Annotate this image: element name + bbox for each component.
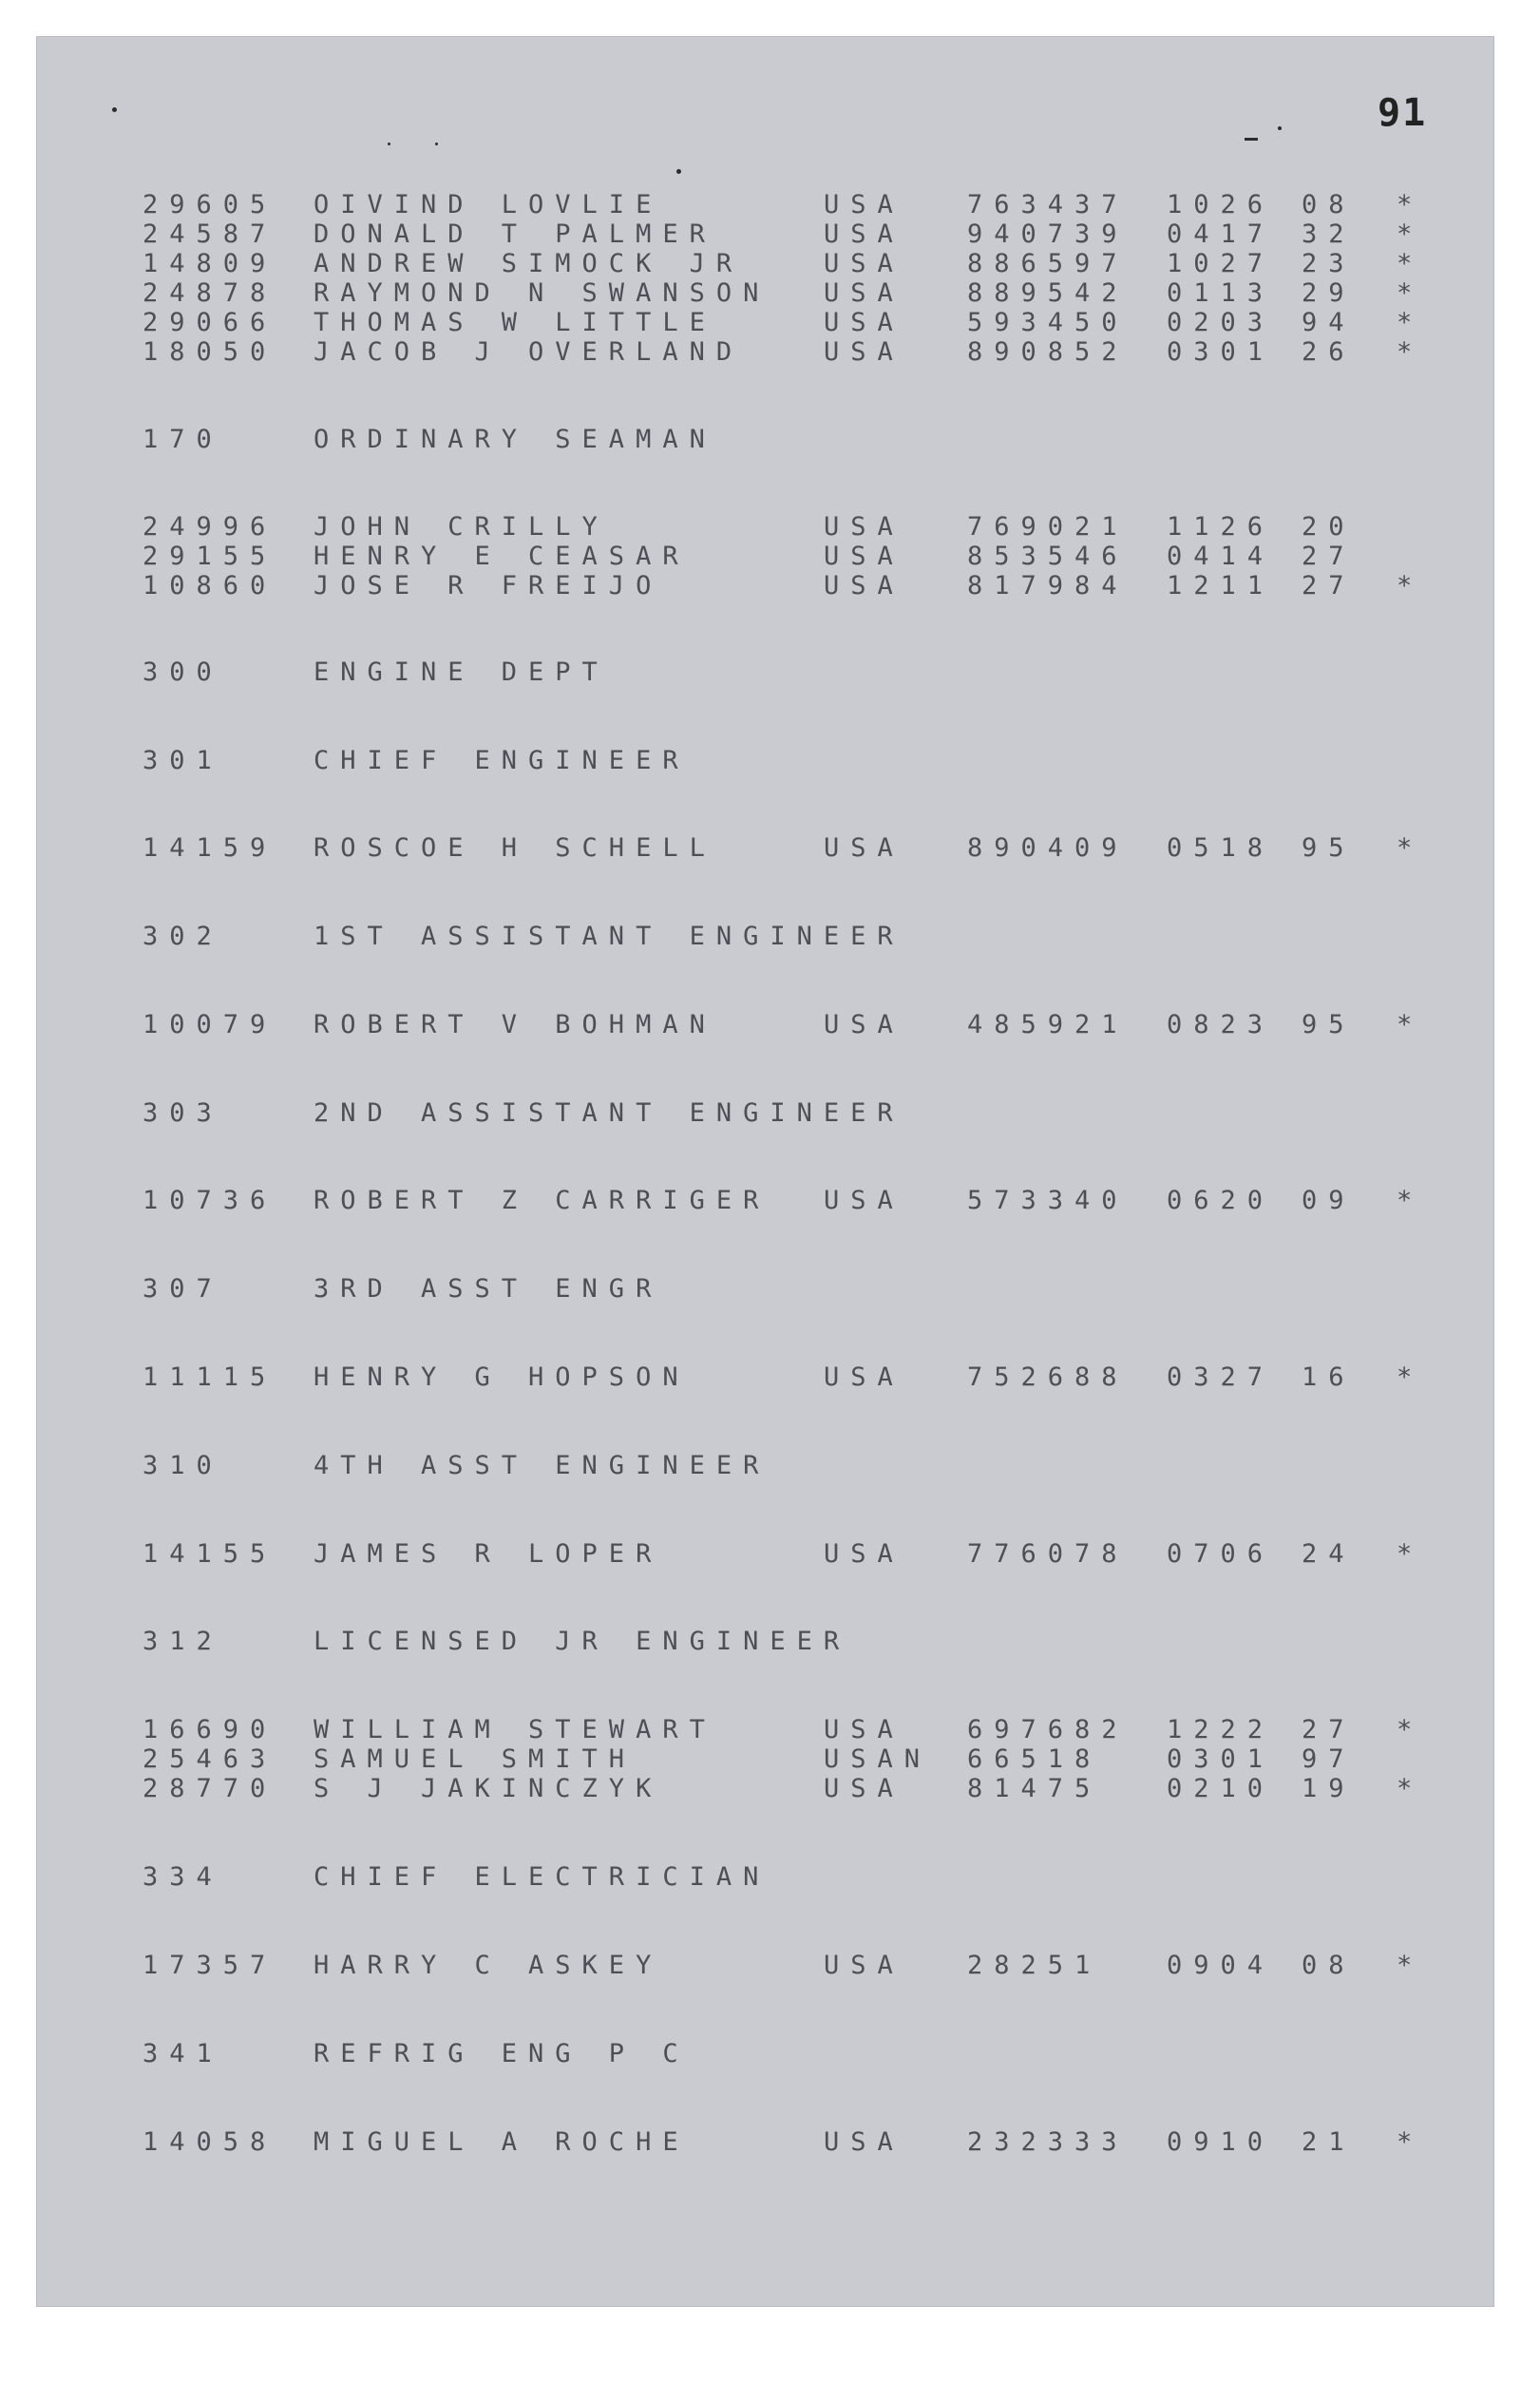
entry-date: 0210 [1167, 1774, 1275, 1803]
entry-age: 27 [1302, 542, 1356, 571]
entry-name: JOSE R FREIJO [314, 571, 663, 600]
section-code: 310 [143, 1451, 223, 1480]
entry-citizenship: USA [824, 1010, 904, 1039]
section-title: 3RD ASST ENGR [314, 1274, 663, 1304]
entry-mark: * [1397, 2127, 1413, 2157]
entry-name: S J JAKINCZYK [314, 1774, 663, 1803]
entry-citizenship: USA [824, 1363, 904, 1392]
entry-id: 14809 [143, 249, 277, 278]
entry-age: 95 [1302, 1010, 1356, 1039]
entry-id: 14058 [143, 2127, 277, 2157]
section-code: 334 [143, 1862, 223, 1892]
entry-number: 485921 [967, 1010, 1129, 1039]
entry-id: 24878 [143, 278, 277, 308]
entry-name: ANDREW SIMOCK JR [314, 249, 744, 278]
entry-mark: * [1397, 571, 1413, 600]
section-code: 302 [143, 922, 223, 951]
ink-speck [676, 169, 681, 174]
section-title: REFRIG ENG P C [314, 2039, 690, 2068]
entry-citizenship: USA [824, 1951, 904, 1980]
entry-age: 08 [1302, 1951, 1356, 1980]
section-title: CHIEF ELECTRICIAN [314, 1862, 770, 1892]
entry-citizenship: USA [824, 190, 904, 219]
entry-citizenship: USA [824, 833, 904, 863]
entry-id: 14159 [143, 833, 277, 863]
entry-name: ROSCOE H SCHELL [314, 833, 716, 863]
entry-name: ROBERT Z CARRIGER [314, 1186, 770, 1215]
entry-age: 23 [1302, 249, 1356, 278]
entry-name: MIGUEL A ROCHE [314, 2127, 690, 2157]
entry-age: 94 [1302, 308, 1356, 337]
section-title: 2ND ASSISTANT ENGINEER [314, 1098, 904, 1128]
entry-id: 29605 [143, 190, 277, 219]
entry-id: 28770 [143, 1774, 277, 1803]
entry-name: JACOB J OVERLAND [314, 337, 744, 367]
ink-speck [1278, 126, 1282, 130]
section-title: ENGINE DEPT [314, 657, 609, 687]
section-code: 301 [143, 746, 223, 775]
entry-id: 24996 [143, 512, 277, 542]
entry-mark: * [1397, 308, 1413, 337]
entry-date: 0417 [1167, 219, 1275, 249]
entry-number: 890409 [967, 833, 1129, 863]
section-title: ORDINARY SEAMAN [314, 425, 716, 454]
entry-date: 0910 [1167, 2127, 1275, 2157]
entry-number: 886597 [967, 249, 1129, 278]
entry-date: 0823 [1167, 1010, 1275, 1039]
entry-citizenship: USA [824, 249, 904, 278]
entry-id: 29155 [143, 542, 277, 571]
section-code: 300 [143, 657, 223, 687]
entry-age: 27 [1302, 1715, 1356, 1744]
entry-date: 1126 [1167, 512, 1275, 542]
entry-number: 593450 [967, 308, 1129, 337]
entry-name: THOMAS W LITTLE [314, 308, 716, 337]
ink-speck [388, 143, 390, 145]
entry-date: 1211 [1167, 571, 1275, 600]
entry-name: JOHN CRILLY [314, 512, 609, 542]
entry-id: 18050 [143, 337, 277, 367]
entry-age: 16 [1302, 1363, 1356, 1392]
entry-mark: * [1397, 219, 1413, 249]
entry-name: WILLIAM STEWART [314, 1715, 716, 1744]
entry-citizenship: USA [824, 512, 904, 542]
entry-citizenship: USA [824, 1715, 904, 1744]
entry-date: 0301 [1167, 1744, 1275, 1774]
entry-number: 697682 [967, 1715, 1129, 1744]
entry-date: 0620 [1167, 1186, 1275, 1215]
entry-number: 763437 [967, 190, 1129, 219]
entry-date: 0327 [1167, 1363, 1275, 1392]
entry-number: 752688 [967, 1363, 1129, 1392]
entry-number: 232333 [967, 2127, 1129, 2157]
entry-citizenship: USA [824, 1774, 904, 1803]
entry-mark: * [1397, 190, 1413, 219]
ink-speck [1245, 138, 1258, 141]
entry-citizenship: USA [824, 571, 904, 600]
entry-age: 21 [1302, 2127, 1356, 2157]
entry-id: 10860 [143, 571, 277, 600]
entry-citizenship: USA [824, 1539, 904, 1569]
entry-date: 0203 [1167, 308, 1275, 337]
entry-age: 24 [1302, 1539, 1356, 1569]
entry-number: 28251 [967, 1951, 1102, 1980]
entry-age: 20 [1302, 512, 1356, 542]
entry-id: 16690 [143, 1715, 277, 1744]
entry-mark: * [1397, 249, 1413, 278]
entry-number: 940739 [967, 219, 1129, 249]
ink-speck [435, 143, 438, 145]
entry-mark: * [1397, 337, 1413, 367]
entry-mark: * [1397, 1774, 1413, 1803]
entry-citizenship: USA [824, 219, 904, 249]
entry-name: HENRY E CEASAR [314, 542, 690, 571]
entry-date: 1222 [1167, 1715, 1275, 1744]
entry-date: 0518 [1167, 833, 1275, 863]
entry-age: 19 [1302, 1774, 1356, 1803]
entry-mark: * [1397, 1715, 1413, 1744]
section-code: 170 [143, 425, 223, 454]
entry-date: 0706 [1167, 1539, 1275, 1569]
entry-id: 24587 [143, 219, 277, 249]
page-number: 91 [1378, 91, 1428, 135]
entry-number: 890852 [967, 337, 1129, 367]
entry-date: 1027 [1167, 249, 1275, 278]
entry-name: RAYMOND N SWANSON [314, 278, 770, 308]
entry-mark: * [1397, 833, 1413, 863]
section-code: 312 [143, 1627, 223, 1656]
entry-age: 26 [1302, 337, 1356, 367]
entry-date: 0301 [1167, 337, 1275, 367]
entry-age: 09 [1302, 1186, 1356, 1215]
entry-age: 27 [1302, 571, 1356, 600]
entry-id: 25463 [143, 1744, 277, 1774]
entry-id: 11115 [143, 1363, 277, 1392]
entry-number: 81475 [967, 1774, 1102, 1803]
entry-id: 29066 [143, 308, 277, 337]
entry-age: 29 [1302, 278, 1356, 308]
entry-mark: * [1397, 1186, 1413, 1215]
section-code: 303 [143, 1098, 223, 1128]
section-title: LICENSED JR ENGINEER [314, 1627, 851, 1656]
entry-number: 66518 [967, 1744, 1102, 1774]
section-code: 307 [143, 1274, 223, 1304]
entry-mark: * [1397, 1010, 1413, 1039]
section-code: 341 [143, 2039, 223, 2068]
entry-citizenship: USA [824, 542, 904, 571]
entry-id: 10736 [143, 1186, 277, 1215]
entry-mark: * [1397, 1363, 1413, 1392]
entry-date: 0113 [1167, 278, 1275, 308]
entry-age: 32 [1302, 219, 1356, 249]
entry-number: 889542 [967, 278, 1129, 308]
entry-id: 17357 [143, 1951, 277, 1980]
entry-number: 776078 [967, 1539, 1129, 1569]
entry-id: 10079 [143, 1010, 277, 1039]
section-title: 4TH ASST ENGINEER [314, 1451, 770, 1480]
entry-name: SAMUEL SMITH [314, 1744, 637, 1774]
entry-citizenship: USAN [824, 1744, 932, 1774]
entry-id: 14155 [143, 1539, 277, 1569]
entry-mark: * [1397, 278, 1413, 308]
entry-name: HENRY G HOPSON [314, 1363, 690, 1392]
entry-number: 817984 [967, 571, 1129, 600]
entry-citizenship: USA [824, 337, 904, 367]
section-title: 1ST ASSISTANT ENGINEER [314, 922, 904, 951]
entry-mark: * [1397, 1951, 1413, 1980]
entry-name: ROBERT V BOHMAN [314, 1010, 716, 1039]
entry-name: OIVIND LOVLIE [314, 190, 663, 219]
entry-date: 0904 [1167, 1951, 1275, 1980]
entry-number: 573340 [967, 1186, 1129, 1215]
entry-mark: * [1397, 1539, 1413, 1569]
entry-number: 853546 [967, 542, 1129, 571]
entry-age: 08 [1302, 190, 1356, 219]
entry-age: 97 [1302, 1744, 1356, 1774]
entry-name: JAMES R LOPER [314, 1539, 663, 1569]
entry-citizenship: USA [824, 1186, 904, 1215]
section-title: CHIEF ENGINEER [314, 746, 690, 775]
entry-date: 1026 [1167, 190, 1275, 219]
entry-name: HARRY C ASKEY [314, 1951, 663, 1980]
entry-citizenship: USA [824, 308, 904, 337]
entry-age: 95 [1302, 833, 1356, 863]
entry-name: DONALD T PALMER [314, 219, 716, 249]
ink-speck [112, 107, 117, 112]
entry-citizenship: USA [824, 278, 904, 308]
entry-number: 769021 [967, 512, 1129, 542]
entry-date: 0414 [1167, 542, 1275, 571]
entry-citizenship: USA [824, 2127, 904, 2157]
